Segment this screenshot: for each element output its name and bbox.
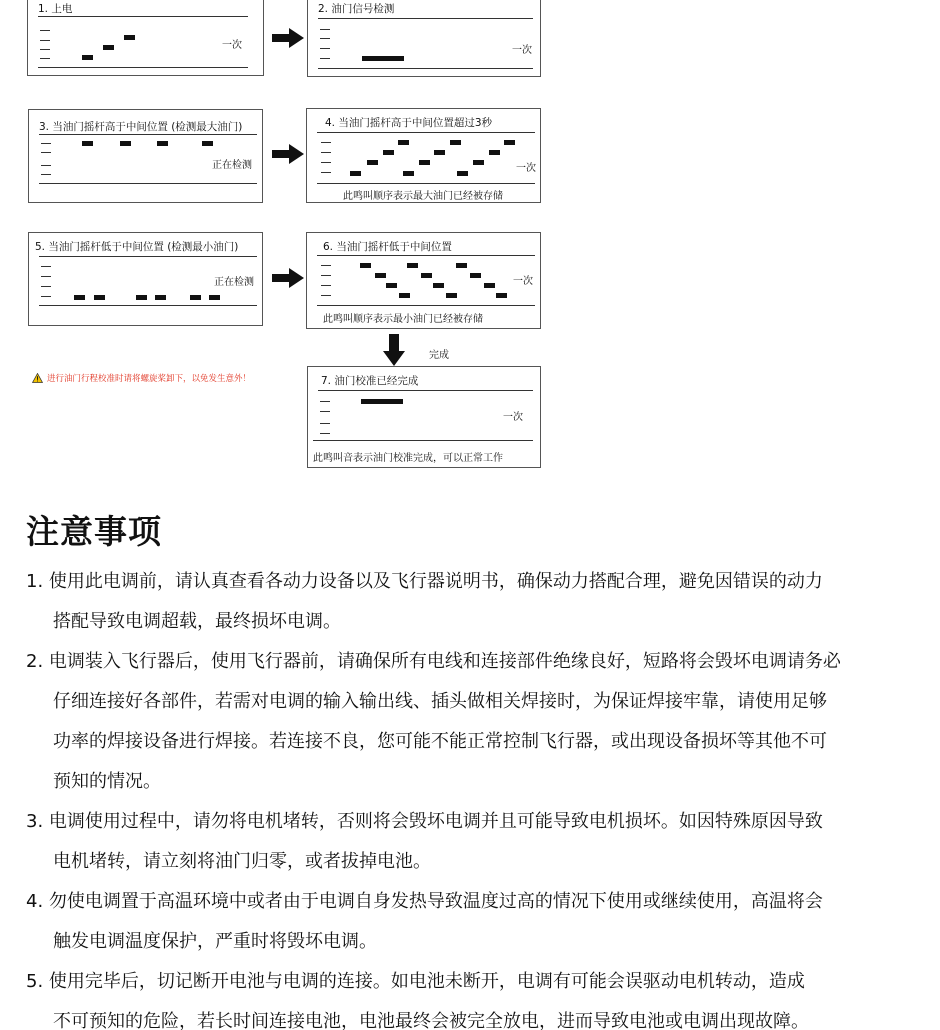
step-note: 此鸣叫音表示油门校准完成，可以正常工作 (313, 453, 503, 464)
beep-count-label: 一次 (512, 45, 532, 56)
beep-mark (190, 295, 201, 300)
staff-tick (41, 174, 51, 175)
staff-tick (320, 423, 330, 424)
staff-tick (41, 266, 51, 267)
staff-line (39, 305, 257, 306)
note-line: 仔细连接好各部件，若需对电调的输入输出线、插头做相关焊接时，为保证焊接牢靠，请使用足够 (53, 691, 827, 712)
staff-tick (321, 295, 331, 296)
beep-mark (383, 150, 394, 155)
beep-mark (450, 140, 461, 145)
staff-tick (320, 401, 330, 402)
beep-mark (496, 293, 507, 298)
arrow-right-icon (272, 144, 304, 164)
beep-mark (74, 295, 85, 300)
beep-mark (457, 171, 468, 176)
staff-tick (40, 58, 50, 59)
staff-line (38, 67, 248, 68)
beep-mark (155, 295, 166, 300)
warning-triangle-icon (32, 373, 43, 383)
step-3-panel (28, 109, 263, 203)
list-item (26, 962, 931, 1030)
beep-mark (403, 171, 414, 176)
staff-tick (40, 40, 50, 41)
step-1-panel (27, 0, 264, 76)
staff-tick (320, 48, 330, 49)
warning-text: 进行油门行程校准时请将螺旋桨卸下，以免发生意外！ (47, 374, 252, 384)
note-line: 预知的情况。 (53, 771, 161, 792)
beep-mark (489, 150, 500, 155)
staff-tick (320, 58, 330, 59)
staff-tick (321, 172, 331, 173)
notes-list (26, 562, 931, 1030)
staff-tick (41, 296, 51, 297)
staff-line (317, 132, 535, 133)
staff-line (318, 68, 533, 69)
beep-count-label: 一次 (513, 276, 533, 287)
detecting-label: 正在检测 (214, 277, 254, 288)
beep-mark (484, 283, 495, 288)
beep-count-label: 一次 (503, 412, 523, 423)
beep-mark (470, 273, 481, 278)
staff-tick (41, 152, 51, 153)
beep-mark (398, 140, 409, 145)
staff-tick (40, 30, 50, 31)
staff-line (318, 390, 533, 391)
step-note: 此鸣叫顺序表示最小油门已经被存储 (323, 314, 483, 325)
note-line: 5. 使用完毕后，切记断开电池与电调的连接。如电池未断开，电调有可能会误驱动电机转动，造成 (26, 971, 805, 992)
beep-mark (120, 141, 131, 146)
staff-tick (321, 142, 331, 143)
beep-mark (82, 55, 93, 60)
staff-line (39, 183, 257, 184)
step-7-panel (307, 366, 541, 468)
step-title: 6. 当油门摇杆低于中间位置 (323, 241, 452, 253)
beep-mark (103, 45, 114, 50)
staff-line (317, 255, 535, 256)
beep-mark (124, 35, 135, 40)
note-line: 3. 电调使用过程中，请勿将电机堵转，否则将会毁坏电调并且可能导致电机损坏。如因特殊原因导致 (26, 811, 823, 832)
note-line: 功率的焊接设备进行焊接。若连接不良，您可能不能正常控制飞行器，或出现设备损坏等其他不可 (53, 731, 827, 752)
step-2-panel (307, 0, 541, 77)
beep-mark (360, 263, 371, 268)
note-line: 搭配导致电调超载，最终损坏电调。 (53, 611, 341, 632)
beep-count-label: 一次 (516, 163, 536, 174)
step-title: 4. 当油门摇杆高于中间位置超过3秒 (325, 117, 493, 129)
beep-mark (202, 141, 213, 146)
list-item (26, 882, 931, 962)
staff-line (38, 16, 248, 17)
beep-mark (375, 273, 386, 278)
staff-line (317, 183, 535, 184)
beep-mark (433, 283, 444, 288)
step-6-panel (306, 232, 541, 329)
arrow-right-icon (272, 268, 304, 288)
staff-line (318, 18, 533, 19)
done-label: 完成 (429, 350, 449, 361)
staff-tick (320, 29, 330, 30)
beep-mark (157, 141, 168, 146)
beep-mark-long (361, 399, 403, 404)
staff-tick (41, 165, 51, 166)
staff-tick (41, 143, 51, 144)
staff-tick (321, 265, 331, 266)
staff-line (39, 256, 257, 257)
beep-mark (434, 150, 445, 155)
note-line: 4. 勿使电调置于高温环境中或者由于电调自身发热导致温度过高的情况下使用或继续使用，高温将会 (26, 891, 823, 912)
list-item (26, 562, 931, 642)
step-4-panel (306, 108, 541, 203)
beep-mark (421, 273, 432, 278)
beep-mark (504, 140, 515, 145)
beep-mark (94, 295, 105, 300)
staff-tick (321, 162, 331, 163)
beep-mark (209, 295, 220, 300)
beep-mark (136, 295, 147, 300)
beep-mark (367, 160, 378, 165)
beep-count-label: 一次 (222, 40, 242, 51)
staff-tick (41, 286, 51, 287)
arrow-down-icon (383, 334, 405, 366)
beep-mark (419, 160, 430, 165)
beep-mark (386, 283, 397, 288)
arrow-right-icon (272, 28, 304, 48)
section-heading: 注意事项 (26, 512, 162, 551)
beep-mark (399, 293, 410, 298)
beep-mark (446, 293, 457, 298)
staff-line (39, 134, 257, 135)
staff-tick (40, 49, 50, 50)
step-title: 2. 油门信号检测 (318, 3, 395, 15)
beep-mark (350, 171, 361, 176)
beep-mark (473, 160, 484, 165)
note-line: 电机堵转，请立刻将油门归零，或者拔掉电池。 (53, 851, 431, 872)
detecting-label: 正在检测 (212, 160, 252, 171)
staff-tick (320, 38, 330, 39)
staff-tick (320, 433, 330, 434)
beep-mark (82, 141, 93, 146)
note-line: 不可预知的危险，若长时间连接电池，电池最终会被完全放电，进而导致电池或电调出现故障。 (53, 1011, 809, 1030)
beep-mark-long (362, 56, 404, 61)
beep-mark (407, 263, 418, 268)
beep-mark (456, 263, 467, 268)
step-5-panel (28, 232, 263, 326)
staff-tick (321, 285, 331, 286)
list-item (26, 802, 931, 882)
list-item (26, 642, 931, 802)
step-title: 7. 油门校准已经完成 (321, 375, 419, 387)
step-title: 1. 上电 (38, 3, 73, 15)
staff-tick (41, 276, 51, 277)
staff-line (317, 305, 535, 306)
step-title: 5. 当油门摇杆低于中间位置 (检测最小油门) (35, 241, 239, 253)
step-title: 3. 当油门摇杆高于中间位置 (检测最大油门) (39, 121, 243, 133)
warning-notice (32, 372, 251, 384)
note-line: 2. 电调装入飞行器后，使用飞行器前，请确保所有电线和连接部件绝缘良好，短路将会毁坏电调请务必 (26, 651, 841, 672)
note-line: 1. 使用此电调前，请认真查看各动力设备以及飞行器说明书，确保动力搭配合理，避免因错误的动力 (26, 571, 823, 592)
staff-tick (321, 275, 331, 276)
staff-tick (320, 411, 330, 412)
staff-tick (321, 152, 331, 153)
staff-line (313, 440, 533, 441)
note-line: 触发电调温度保护，严重时将毁坏电调。 (53, 931, 377, 952)
step-note: 此鸣叫顺序表示最大油门已经被存储 (343, 191, 503, 202)
